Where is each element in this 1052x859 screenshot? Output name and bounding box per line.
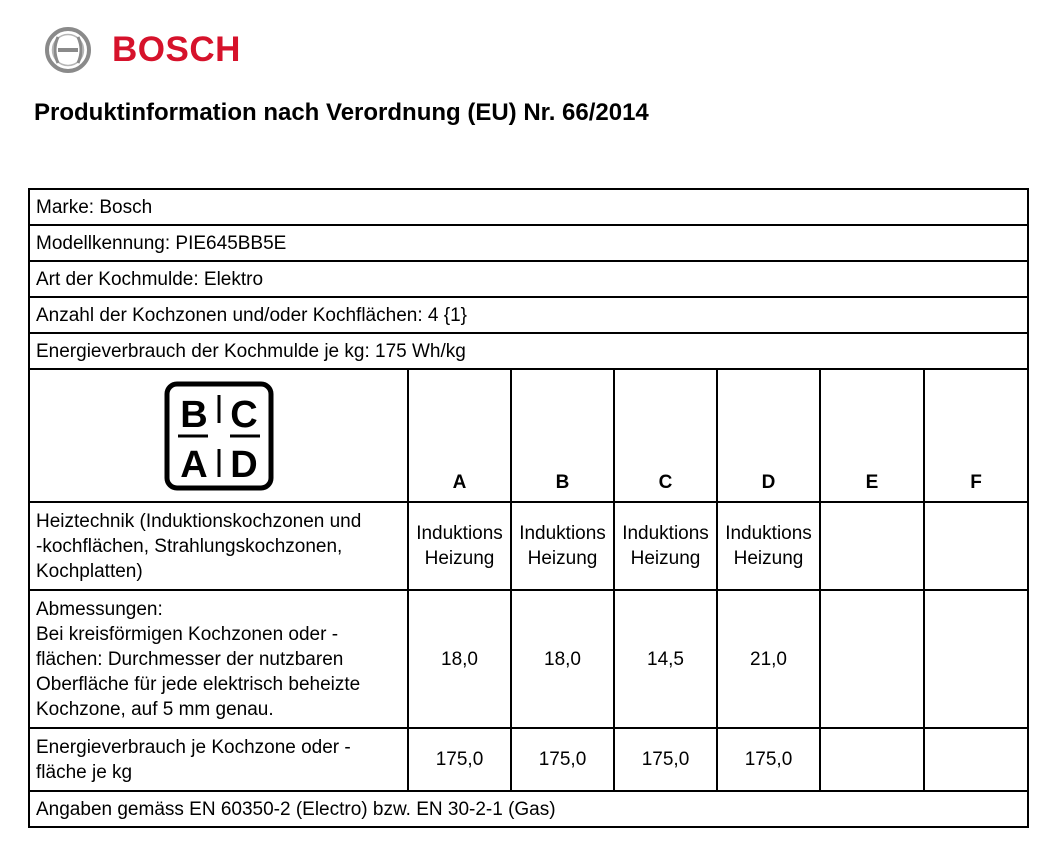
consumption-f	[924, 728, 1028, 791]
heating-tech-f	[924, 502, 1028, 590]
consumption-a: 175,0	[408, 728, 511, 791]
column-header-f: F	[924, 369, 1028, 502]
dimension-f	[924, 590, 1028, 728]
zone-diagram-cell	[29, 369, 408, 502]
row-energie	[29, 333, 1028, 369]
dimensions-label: Abmessungen: Bei kreisförmigen Kochzonen oder - flächen: Durchmesser der nutzbaren Oberfläche für jede elektrisch beheizte Kochzone, auf 5 mm genau.	[29, 590, 408, 728]
dimension-c: 14,5	[614, 590, 717, 728]
heating-tech-label: Heiztechnik (Induktionskochzonen und -kochflächen, Strahlungskochzonen, Kochplatten)	[29, 502, 408, 590]
brand-logo	[44, 26, 241, 74]
column-header-d: D	[717, 369, 820, 502]
dimension-e	[820, 590, 924, 728]
row-heiztechnik	[29, 502, 1028, 590]
row-abmessungen	[29, 590, 1028, 728]
zone-letter-b: B	[179, 393, 208, 436]
model-cell: Modellkennung: PIE645BB5E	[29, 225, 1028, 261]
zone-count-cell: Anzahl der Kochzonen und/oder Kochflächen: 4 {1}	[29, 297, 1028, 333]
consumption-d: 175,0	[717, 728, 820, 791]
row-zone-header	[29, 369, 1028, 502]
bosch-ring-logo-icon	[44, 26, 92, 74]
cooking-zones-diagram-icon	[164, 381, 274, 491]
heating-tech-b: Induktions Heizung	[511, 502, 614, 590]
zone-letter-d: D	[229, 443, 258, 486]
heating-tech-a: Induktions Heizung	[408, 502, 511, 590]
zone-letter-a: A	[179, 443, 208, 486]
dimension-d: 21,0	[717, 590, 820, 728]
hob-type-cell: Art der Kochmulde: Elektro	[29, 261, 1028, 297]
row-art	[29, 261, 1028, 297]
heating-tech-e	[820, 502, 924, 590]
brand-name: BOSCH	[112, 30, 241, 69]
zone-letter-c: C	[229, 393, 258, 436]
row-verbrauch	[29, 728, 1028, 791]
product-info-table	[28, 188, 1029, 828]
dimension-a: 18,0	[408, 590, 511, 728]
consumption-c: 175,0	[614, 728, 717, 791]
row-modell	[29, 225, 1028, 261]
row-anzahl	[29, 297, 1028, 333]
heating-tech-d: Induktions Heizung	[717, 502, 820, 590]
consumption-label: Energieverbrauch je Kochzone oder - fläche je kg	[29, 728, 408, 791]
consumption-b: 175,0	[511, 728, 614, 791]
energy-total-cell: Energieverbrauch der Kochmulde je kg: 175 Wh/kg	[29, 333, 1028, 369]
brand-cell: Marke: Bosch	[29, 189, 1028, 225]
page-title: Produktinformation nach Verordnung (EU) Nr. 66/2014	[34, 99, 649, 126]
heating-tech-c: Induktions Heizung	[614, 502, 717, 590]
dimension-b: 18,0	[511, 590, 614, 728]
standards-note: Angaben gemäss EN 60350-2 (Electro) bzw. EN 30-2-1 (Gas)	[29, 791, 1028, 827]
column-header-c: C	[614, 369, 717, 502]
consumption-e	[820, 728, 924, 791]
column-header-e: E	[820, 369, 924, 502]
row-marke	[29, 189, 1028, 225]
row-footer	[29, 791, 1028, 827]
column-header-a: A	[408, 369, 511, 502]
column-header-b: B	[511, 369, 614, 502]
